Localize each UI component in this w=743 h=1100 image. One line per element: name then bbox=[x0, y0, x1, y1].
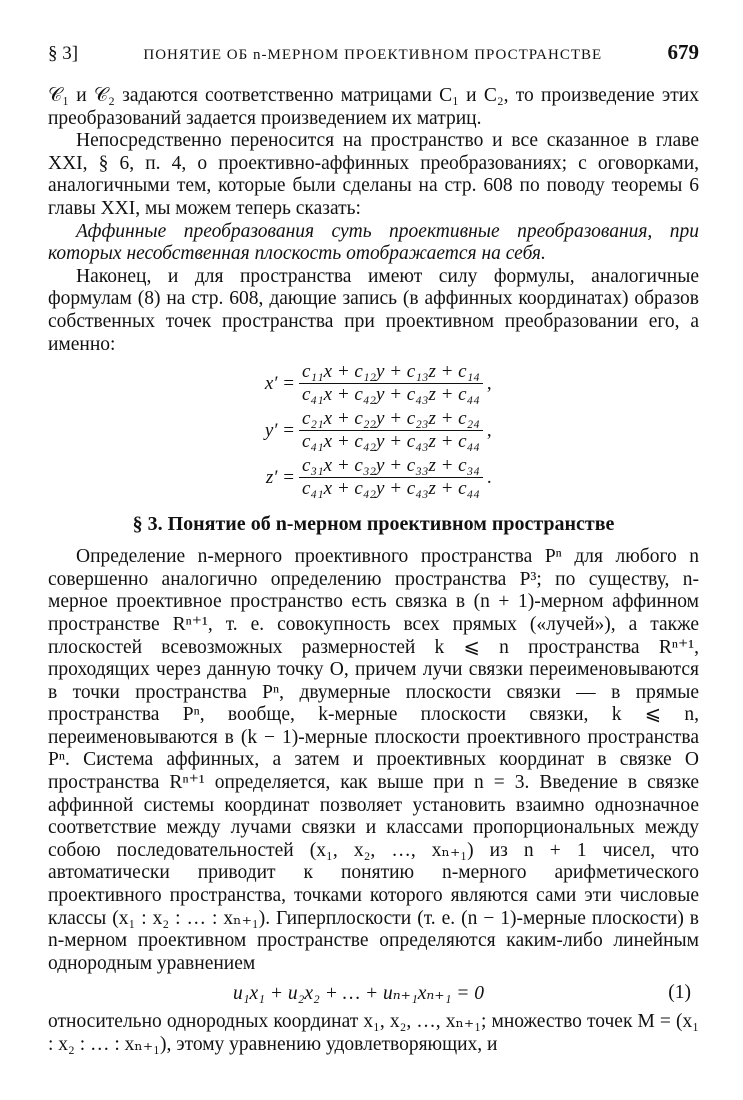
paragraph-affine-statement: Аффинные преобразования суть проективные преобразования, при которых несобственная плоскость отображается на себя. bbox=[48, 220, 699, 265]
formula-lhs: z′ = bbox=[265, 466, 295, 488]
header-section: § 3] bbox=[48, 43, 79, 64]
denominator: c₄₁x + c₄₂y + c₄₃z + c₄₄ bbox=[302, 478, 480, 500]
header-title: ПОНЯТИЕ ОБ n-МЕРНОМ ПРОЕКТИВНОМ ПРОСТРАНСТВЕ bbox=[143, 47, 603, 63]
paragraph-matrices: 𝒞₁ и 𝒞₂ задаются соответственно матрицами C₁ и C₂, то произведение этих преобразований задается произведением их матриц. bbox=[48, 85, 699, 129]
section-heading: § 3. Понятие об n-мерном проективном пространстве bbox=[132, 513, 615, 536]
denominator: c₄₁x + c₄₂y + c₄₃z + c₄₄ bbox=[302, 431, 480, 453]
formula-y bbox=[253, 409, 699, 452]
paragraph-formulas-intro: Наконец, и для пространства имеют силу формулы, аналогичные формулам (8) на стр. 608, дающие запись (в аффинных координатах) образов собственных точек пространства при проективном преобразовании его, а именно: bbox=[48, 265, 699, 355]
denominator: c₄₁x + c₄₂y + c₄₃z + c₄₄ bbox=[302, 384, 480, 406]
fraction bbox=[299, 362, 483, 405]
fraction bbox=[299, 409, 483, 452]
equation-1 bbox=[48, 981, 699, 1005]
page-number: 679 bbox=[667, 40, 699, 64]
formula-x bbox=[253, 362, 699, 405]
paragraph-definition: Определение n-мерного проективного пространства Pⁿ для любого n совершенно аналогично определению пространства P³; по существу, n-мерное проективное пространство есть связка в (n + 1)-мерном аффинном пространстве Rⁿ⁺¹, т. е. совокупность всех прямых («лучей»), а также плоскостей всевозможных размерностей k ⩽ n пространства Rⁿ⁺¹, проходящих через данную точку O, причем лучи связки переименовываются в точки пространства Pⁿ, двумерные плоскости связки — в прямые пространства Pⁿ, вообще, k-мерные плоскости связки, k ⩽ n, переименовываются в (k − 1)-мерные плоскости проективного пространства Pⁿ. Система аффинных, а затем и проективных координат в связке O пространства Rⁿ⁺¹ определяется, как выше при n = 3. Введение в связке аффинной системы координат позволяет установить взаимно однозначное соответствие между лучами связки и классами пропорциональных между собою последовательностей (x₁, x₂, …, xₙ₊₁) из n + 1 чисел, что автоматически приводит к понятию n-мерного арифметического проективного пространства, точками которого являются сами эти числовые классы (x₁ : x₂ : … : xₙ₊₁). Гиперплоскости (т. е. (n − 1)-мерные плоскости) в n-мерном проективном пространстве определяются каким-либо линейным однородным уравнением bbox=[48, 546, 699, 974]
punctuation: , bbox=[486, 372, 492, 394]
paragraph-transfer: Непосредственно переносится на пространство и все сказанное в главе XXI, § 6, п. 4, о проективно-аффинных преобразованиях; с оговорками, аналогичными тем, которые были сделаны на стр. 608 по поводу теоремы 6 главы XXI, мы можем теперь сказать: bbox=[48, 130, 699, 219]
punctuation: . bbox=[486, 466, 492, 488]
numerator: c₁₁x + c₁₂y + c₁₃z + c₁₄ bbox=[299, 362, 483, 384]
formula-lhs: x′ = bbox=[264, 372, 295, 394]
running-header bbox=[48, 40, 699, 65]
numerator: c₃₁x + c₃₂y + c₃₃z + c₃₄ bbox=[299, 456, 483, 478]
formula-lhs: y′ = bbox=[264, 419, 295, 441]
punctuation: , bbox=[486, 419, 492, 441]
equation-number: (1) bbox=[668, 982, 691, 1004]
paragraph-continuation: относительно однородных координат x₁, x₂, …, xₙ₊₁; множество точек M = (x₁ : x₂ : … : xₙ₊₁), этому уравнению удовлетворяющих, и bbox=[48, 1011, 699, 1055]
formula-z bbox=[253, 456, 699, 499]
formula-block bbox=[48, 362, 699, 499]
equation-expression: u₁x₁ + u₂x₂ + … + uₙ₊₁xₙ₊₁ = 0 bbox=[233, 983, 485, 1005]
numerator: c₂₁x + c₂₂y + c₂₃z + c₂₄ bbox=[299, 409, 483, 431]
fraction bbox=[299, 456, 483, 499]
